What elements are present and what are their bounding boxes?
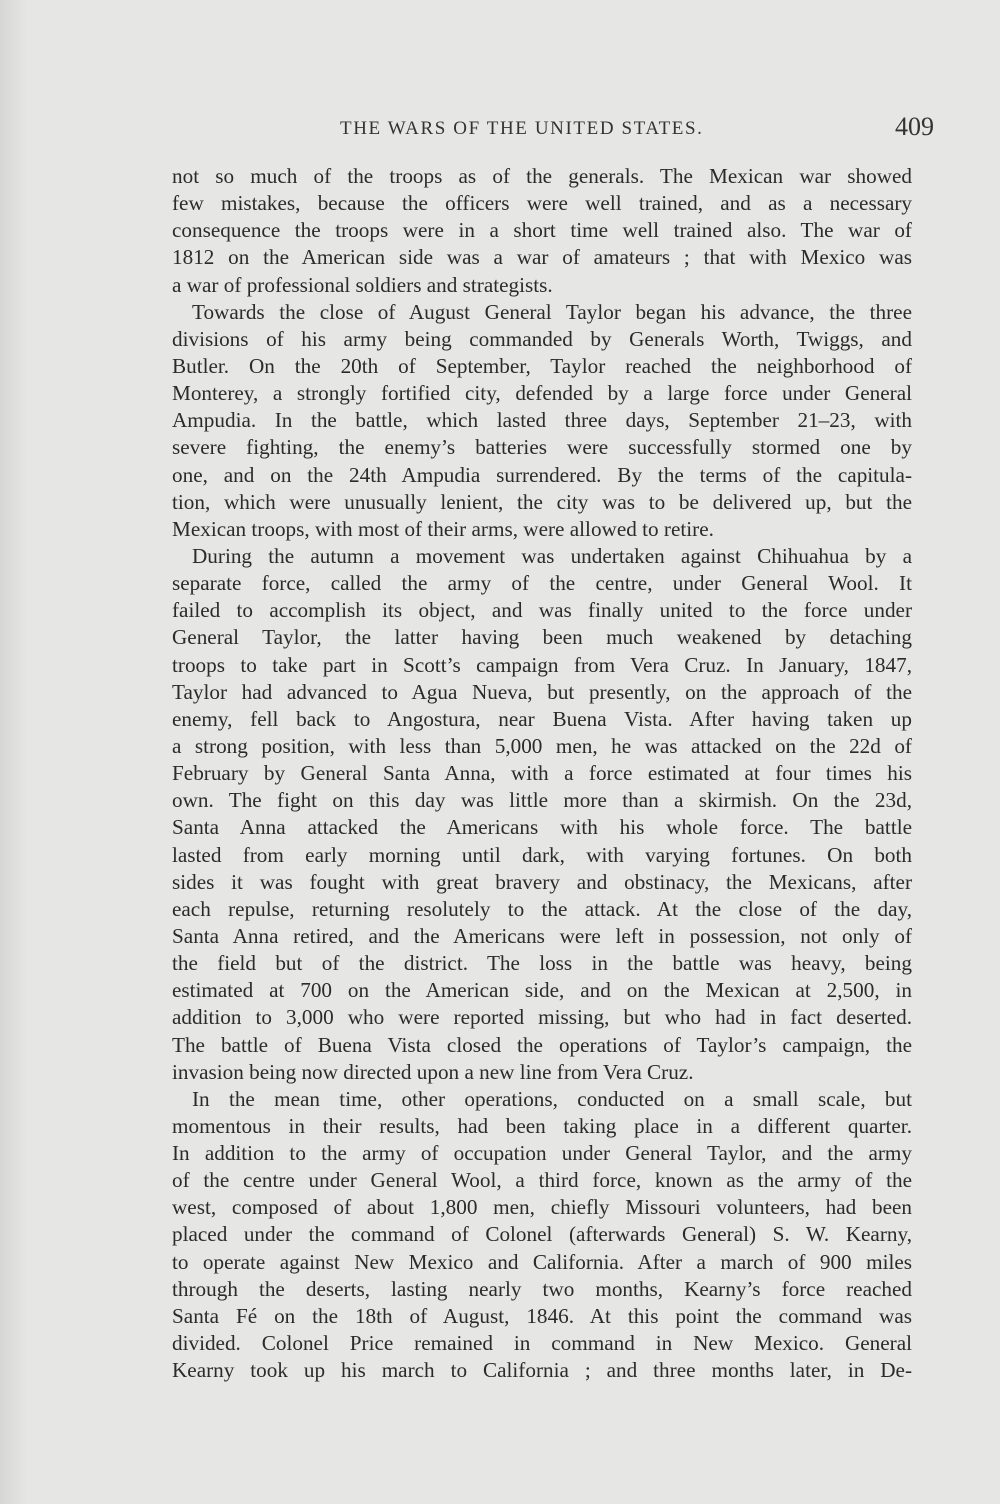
- text-line: a war of professional soldiers and strategists.: [172, 272, 553, 297]
- running-title: THE WARS OF THE UNITED STATES.: [340, 118, 704, 139]
- text-line: enemy, fell back to Angostura, near Buena Vista. After having taken up: [172, 706, 912, 731]
- text-line: addition to 3,000 who were reported missing, but who had in fact deserted.: [172, 1005, 912, 1030]
- text-line: In the mean time, other operations, conducted on a small scale, but: [192, 1086, 912, 1111]
- text-line: the field but of the district. The loss in the battle was heavy, being: [172, 951, 912, 976]
- text-line: February by General Santa Anna, with a force estimated at four times his: [172, 761, 912, 786]
- text-line: own. The fight on this day was little more than a skirmish. On the 23d,: [172, 788, 912, 813]
- text-line: estimated at 700 on the American side, and on the Mexican at 2,500, in: [172, 978, 912, 1003]
- text-line: Monterey, a strongly fortified city, defended by a large force under General: [172, 381, 912, 406]
- text-line: divisions of his army being commanded by Generals Worth, Twiggs, and: [172, 326, 912, 351]
- text-line: momentous in their results, had been taking place in a different quarter.: [172, 1113, 912, 1138]
- text-line: Santa Anna retired, and the Americans were left in possession, not only of: [172, 923, 912, 948]
- text-line: 1812 on the American side was a war of amateurs ; that with Mexico was: [172, 245, 912, 270]
- text-line: During the autumn a movement was undertaken against Chihuahua by a: [192, 543, 912, 568]
- text-line: placed under the command of Colonel (afterwards General) S. W. Kearny,: [172, 1222, 912, 1247]
- text-line: Ampudia. In the battle, which lasted three days, September 21–23, with: [172, 408, 912, 433]
- text-line: a strong position, with less than 5,000 men, he was attacked on the 22d of: [172, 733, 912, 758]
- text-line: tion, which were unusually lenient, the city was to be delivered up, but the: [172, 489, 912, 514]
- text-line: Taylor had advanced to Agua Nueva, but presently, on the approach of the: [172, 679, 912, 704]
- text-line: In addition to the army of occupation under General Taylor, and the army: [172, 1141, 912, 1166]
- text-line: of the centre under General Wool, a third force, known as the army of the: [172, 1168, 912, 1193]
- text-line: few mistakes, because the officers were well trained, and as a necessary: [172, 191, 912, 216]
- text-line: Santa Anna attacked the Americans with his whole force. The battle: [172, 815, 912, 840]
- text-line: not so much of the troops as of the generals. The Mexican war showed: [172, 164, 912, 188]
- text-line: The battle of Buena Vista closed the operations of Taylor’s campaign, the: [172, 1032, 912, 1057]
- text-line: each repulse, returning resolutely to the attack. At the close of the day,: [172, 896, 912, 921]
- page-edge: [0, 0, 28, 1504]
- running-head: [172, 112, 934, 146]
- text-line: troops to take part in Scott’s campaign from Vera Cruz. In January, 1847,: [172, 652, 912, 677]
- text-line: Towards the close of August General Taylor began his advance, the three: [192, 299, 912, 324]
- text-line: Butler. On the 20th of September, Taylor reached the neighborhood of: [172, 353, 912, 378]
- text-line: General Taylor, the latter having been much weakened by detaching: [172, 625, 912, 650]
- text-line: consequence the troops were in a short time well trained also. The war of: [172, 218, 912, 243]
- body-text: [172, 163, 912, 1384]
- text-line: failed to accomplish its object, and was finally united to the force under: [172, 598, 912, 623]
- text-line: invasion being now directed upon a new line from Vera Cruz.: [172, 1059, 694, 1084]
- text-line: sides it was fought with great bravery and obstinacy, the Mexicans, after: [172, 869, 912, 894]
- page-number: 409: [895, 112, 934, 141]
- text-line: west, composed of about 1,800 men, chiefly Missouri volunteers, had been: [172, 1195, 912, 1220]
- text-line: severe fighting, the enemy’s batteries were successfully stormed one by: [172, 435, 912, 460]
- text-line: divided. Colonel Price remained in command in New Mexico. General: [172, 1331, 912, 1356]
- text-line: one, and on the 24th Ampudia surrendered. By the terms of the capitula-: [172, 462, 912, 487]
- text-line: lasted from early morning until dark, with varying fortunes. On both: [172, 842, 912, 867]
- text-line: Santa Fé on the 18th of August, 1846. At this point the command was: [172, 1303, 912, 1328]
- text-line: to operate against New Mexico and California. After a march of 900 miles: [172, 1249, 912, 1274]
- text-line: Kearny took up his march to California ; and three months later, in De-: [172, 1358, 912, 1383]
- text-line: separate force, called the army of the centre, under General Wool. It: [172, 571, 912, 596]
- text-line: Mexican troops, with most of their arms, were allowed to retire.: [172, 516, 714, 541]
- text-line: through the deserts, lasting nearly two months, Kearny’s force reached: [172, 1276, 912, 1301]
